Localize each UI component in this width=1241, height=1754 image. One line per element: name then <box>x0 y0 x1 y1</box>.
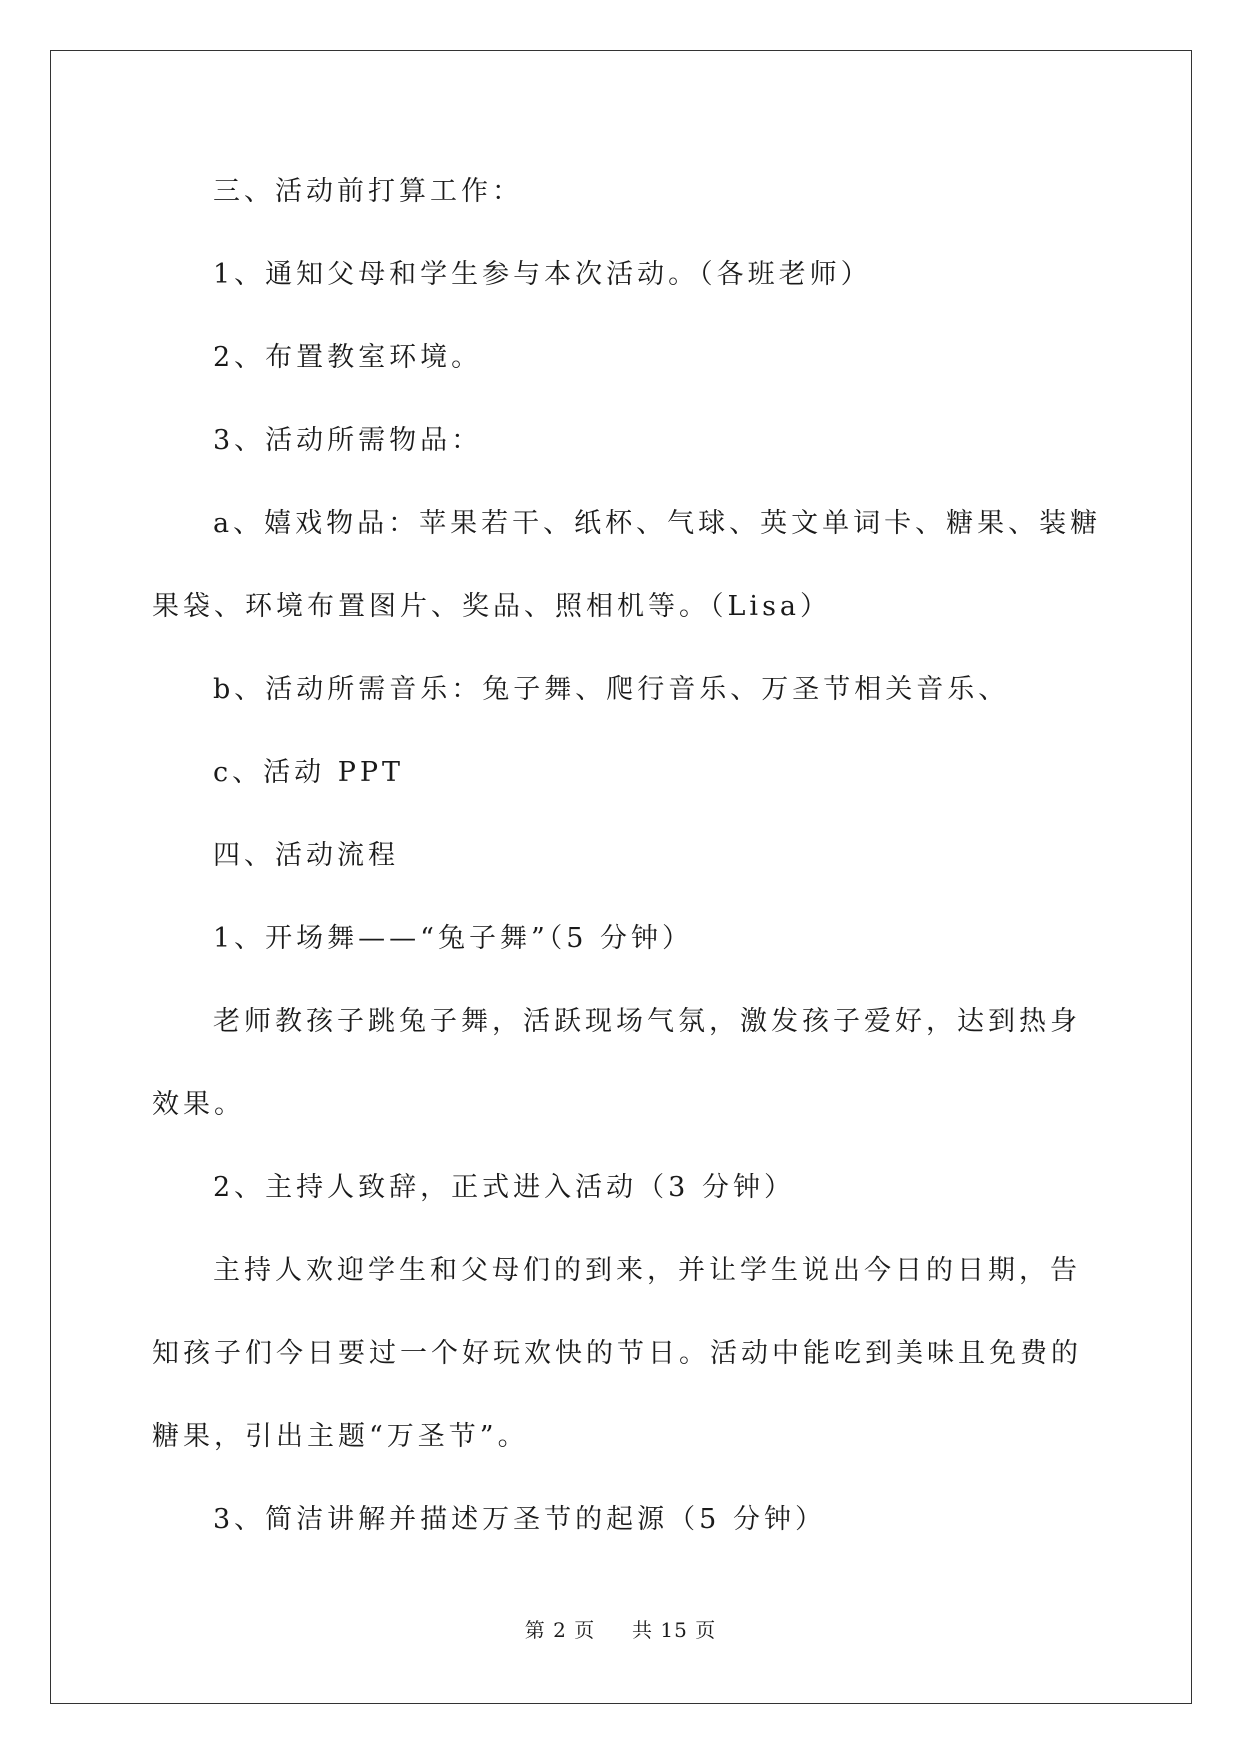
page-total: 共 15 页 <box>632 1618 717 1642</box>
paragraph-host-desc-cont2: 糖果，引出主题“万圣节”。 <box>152 1421 529 1452</box>
section-heading-process: 四、活动流程 <box>213 840 399 871</box>
page-footer <box>0 1614 1241 1643</box>
paragraph-origin: 3、简洁讲解并描述万圣节的起源（5 分钟） <box>213 1504 826 1535</box>
paragraph-classroom: 2、布置教室环境。 <box>213 342 483 373</box>
section-heading-preparation: 三、活动前打算工作： <box>213 176 523 207</box>
paragraph-host-desc: 主持人欢迎学生和父母们的到来，并让学生说出今日的日期，告 <box>213 1255 1081 1286</box>
paragraph-dance-desc-cont: 效果。 <box>152 1089 245 1120</box>
paragraph-game-items: a、嬉戏物品：苹果若干、纸杯、气球、英文单词卡、糖果、装糖 <box>213 508 1102 539</box>
paragraph-host-desc-cont1: 知孩子们今日要过一个好玩欢快的节日。活动中能吃到美味且免费的 <box>152 1338 1082 1369</box>
paragraph-opening-dance: 1、开场舞——“兔子舞”（5 分钟） <box>213 923 694 954</box>
paragraph-game-items-cont: 果袋、环境布置图片、奖品、照相机等。（Lisa） <box>152 591 832 622</box>
paragraph-dance-desc: 老师教孩子跳兔子舞，活跃现场气氛，激发孩子爱好，达到热身 <box>213 1006 1081 1037</box>
page-number: 第 2 页 <box>524 1618 596 1642</box>
paragraph-ppt: c、活动 PPT <box>213 757 405 788</box>
paragraph-music: b、活动所需音乐：兔子舞、爬行音乐、万圣节相关音乐、 <box>213 674 1010 705</box>
paragraph-items: 3、活动所需物品： <box>213 425 483 456</box>
paragraph-notify: 1、通知父母和学生参与本次活动。（各班老师） <box>213 259 872 290</box>
paragraph-host-speech: 2、主持人致辞，正式进入活动（3 分钟） <box>213 1172 795 1203</box>
